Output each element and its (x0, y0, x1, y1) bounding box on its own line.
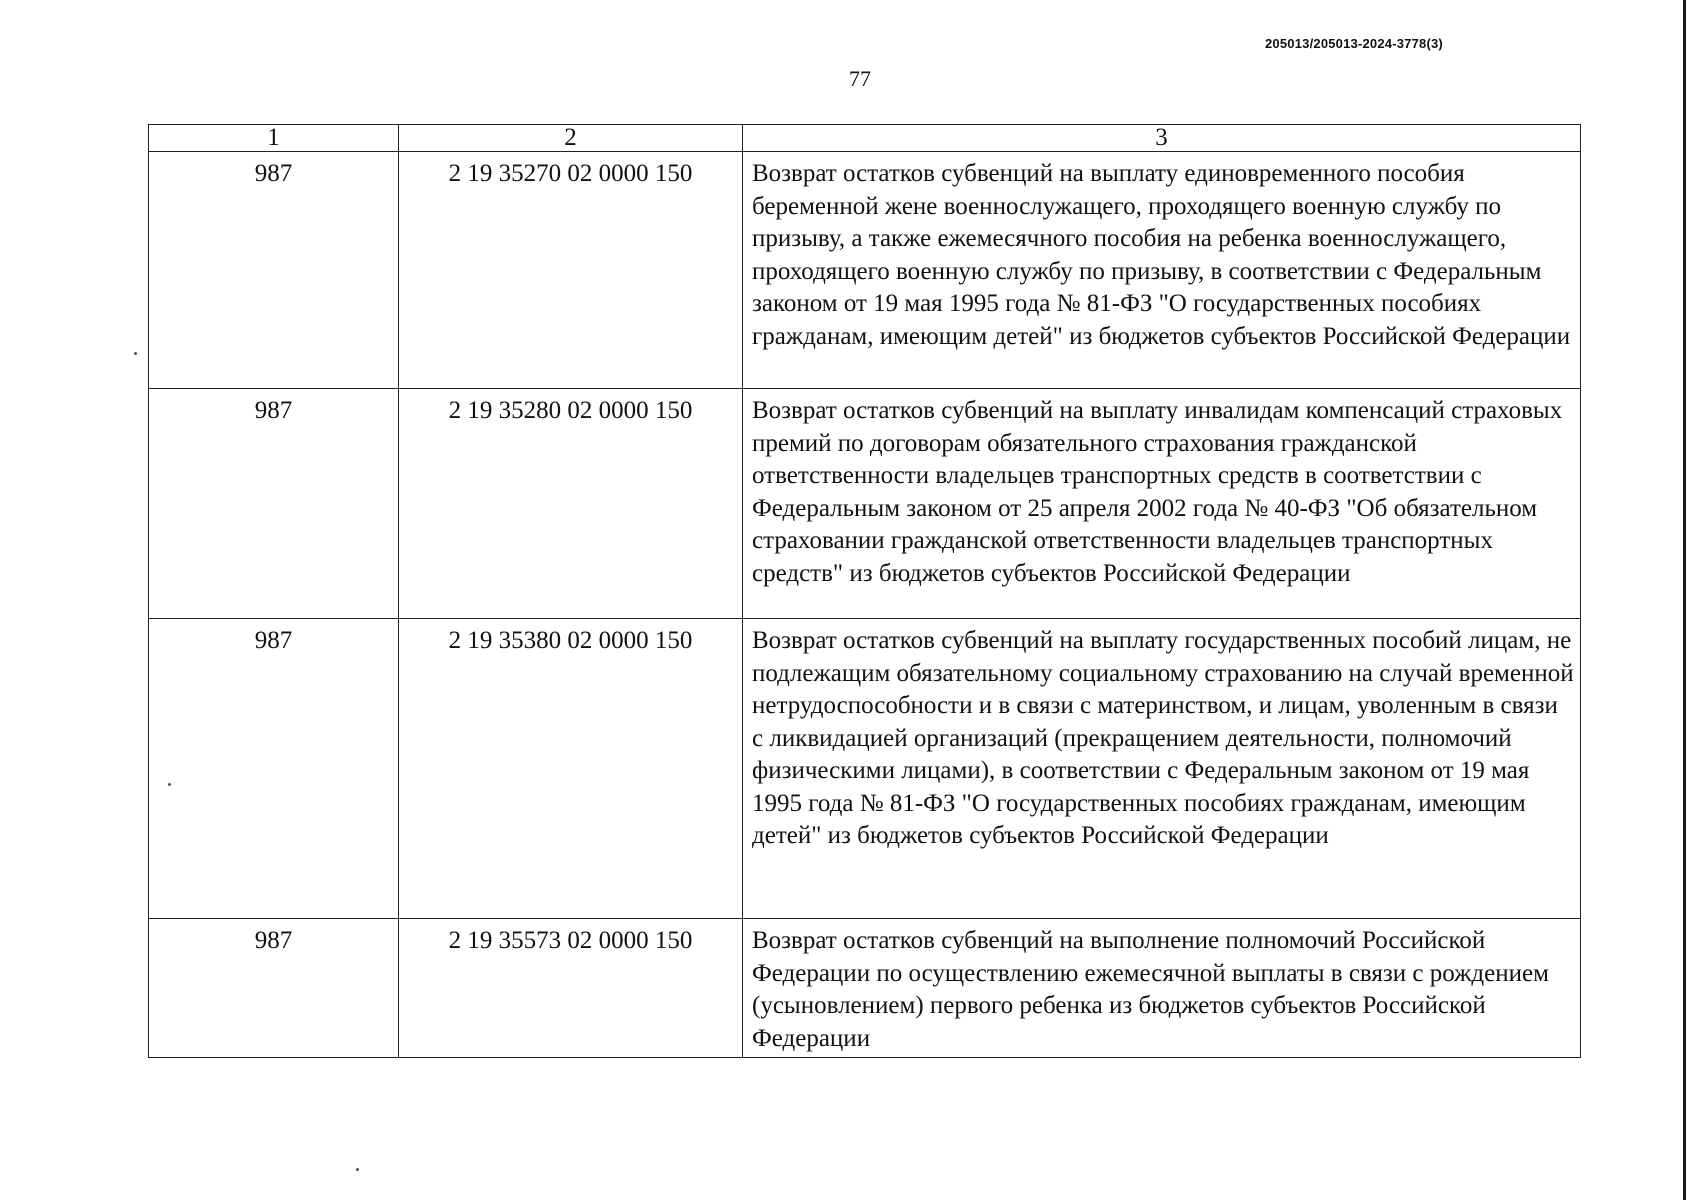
admin-code-cell: 987 (149, 152, 399, 389)
description-cell: Возврат остатков субвенций на выплату государственных пособий лицам, не подлежащим обязательному социальному страхованию на случай временной нетрудоспособности и в связи с материнством, и лицам, уволенным в связи с ликвидацией организаций (прекращением деятельности, полномочий физическими лицами), в соответствии с Федеральным законом от 19 мая 1995 года № 81-ФЗ "О государственных пособиях гражданам, имеющим детей" из бюджетов субъектов Российской Федерации (743, 619, 1581, 919)
budget-classification-code-cell: 2 19 35280 02 0000 150 (399, 389, 743, 619)
budget-codes-table (148, 124, 1581, 1058)
column-header-2: 2 (399, 125, 743, 152)
table-row (149, 619, 1581, 919)
table-row (149, 389, 1581, 619)
description-cell: Возврат остатков субвенций на выплату единовременного пособия беременной жене военнослужащего, проходящего военную службу по призыву, а также ежемесячного пособия на ребенка военнослужащего, проходящего военную службу по призыву, в соответствии с Федеральным законом от 19 мая 1995 года № 81-ФЗ "О государственных пособиях гражданам, имеющим детей" из бюджетов субъектов Российской Федерации (743, 152, 1581, 389)
column-header-1: 1 (149, 125, 399, 152)
scan-speck (134, 352, 137, 355)
description-cell: Возврат остатков субвенций на выполнение полномочий Российской Федерации по осуществлению ежемесячной выплаты в связи с рождением (усыновлением) первого ребенка из бюджетов субъектов Российской Федерации (743, 919, 1581, 1058)
page-number: 77 (849, 66, 871, 91)
table-header-row (149, 125, 1581, 152)
table-row (149, 152, 1581, 389)
column-header-3: 3 (743, 125, 1581, 152)
table-row (149, 919, 1581, 1058)
scan-edge-line (1683, 0, 1686, 1200)
description-cell: Возврат остатков субвенций на выплату инвалидам компенсаций страховых премий по договорам обязательного страхования гражданской ответственности владельцев транспортных средств в соответствии с Федеральным законом от 25 апреля 2002 года № 40-ФЗ "Об обязательном страховании гражданской ответственности владельцев транспортных средств" из бюджетов субъектов Российской Федерации (743, 389, 1581, 619)
budget-classification-code-cell: 2 19 35270 02 0000 150 (399, 152, 743, 389)
admin-code-cell: 987 (149, 919, 399, 1058)
document-registration-number: 205013/205013-2024-3778(3) (1265, 36, 1443, 51)
scan-speck (356, 1168, 359, 1171)
admin-code-cell: 987 (149, 619, 399, 919)
budget-classification-code-cell: 2 19 35573 02 0000 150 (399, 919, 743, 1058)
admin-code-cell: 987 (149, 389, 399, 619)
budget-classification-code-cell: 2 19 35380 02 0000 150 (399, 619, 743, 919)
